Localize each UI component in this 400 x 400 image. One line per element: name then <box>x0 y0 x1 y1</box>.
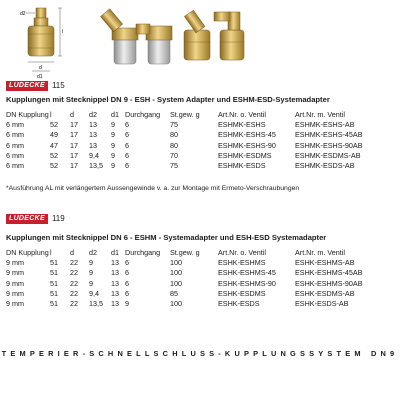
table-cell: 75 <box>170 120 178 130</box>
table-cell: 49 <box>50 130 58 140</box>
section2-table <box>6 248 390 309</box>
table-row <box>6 161 390 171</box>
table-cell: 13 <box>111 278 119 288</box>
table-cell: 6 <box>125 130 129 140</box>
table-cell: 13,5 <box>89 161 103 171</box>
table-cell: ESHMK-ESHS-45 <box>218 130 276 140</box>
table-row <box>6 130 390 140</box>
table-cell: ESHK-ESDS <box>218 299 260 309</box>
table-cell: 9 <box>111 140 115 150</box>
column-header: l <box>50 248 52 257</box>
section2-header <box>6 213 65 224</box>
table-cell: ESHMK-ESDS-AB <box>295 161 355 171</box>
angled-45-coupling <box>101 9 138 64</box>
table-cell: ESHK-ESHMS-45 <box>218 268 276 278</box>
table-cell: 9 <box>89 278 93 288</box>
table-cell: 17 <box>70 140 78 150</box>
dim-label-l: l <box>62 29 64 35</box>
table-cell: 9,4 <box>89 288 99 298</box>
table-cell: 13 <box>111 268 119 278</box>
column-header: Durchgang <box>125 110 161 119</box>
table-cell: ESHK-ESDMS <box>218 288 266 298</box>
table-cell: ESHMK-ESDMS <box>218 150 272 160</box>
table-cell: 9 mm <box>6 278 24 288</box>
table-row <box>6 151 390 161</box>
table-cell: 47 <box>50 140 58 150</box>
column-header: Art.Nr. m. Ventil <box>295 110 345 119</box>
table-cell: 6 mm <box>6 161 24 171</box>
table-cell: ESHMK-ESDMS-AB <box>295 150 361 160</box>
table-cell: ESHK-ESDS-AB <box>295 299 349 309</box>
section1-header <box>6 80 65 91</box>
table-row <box>6 258 390 268</box>
column-header: Durchgang <box>125 248 161 257</box>
angled-90-brass-coupling <box>214 12 244 60</box>
table-cell: 22 <box>70 288 78 298</box>
table-row <box>6 279 390 289</box>
table-cell: 6 <box>125 268 129 278</box>
table-cell: 6 <box>125 120 129 130</box>
table-cell: 9,4 <box>89 150 99 160</box>
table-cell: 9 <box>89 258 93 268</box>
table-cell: 85 <box>170 288 178 298</box>
table-cell: 80 <box>170 140 178 150</box>
table-cell: 9 <box>111 150 115 160</box>
table-cell: 13,5 <box>89 299 103 309</box>
table-cell: 6 <box>125 140 129 150</box>
section1-footnote: *Ausführung AL mit verlängertem Aussengewinde v. a. zur Montage mit Ermeto-Verschraubungen <box>6 185 300 192</box>
table-header-row <box>6 110 390 120</box>
page-number: 115 <box>51 81 65 90</box>
table-cell: 6 mm <box>6 140 24 150</box>
table-cell: 13 <box>111 288 119 298</box>
table-cell: 17 <box>70 150 78 160</box>
page-footer: TEMPERIER-SCHNELLSCHLUSS-KUPPLUNGSSYSTEM DN9 <box>1 349 399 358</box>
table-cell: 9 <box>111 161 115 171</box>
column-header: d <box>70 110 74 119</box>
column-header: d2 <box>89 248 97 257</box>
column-header: Art.Nr. m. Ventil <box>295 248 345 257</box>
table-cell: ESHK-ESHMS-90 <box>218 278 276 288</box>
column-header: DN Kupplung <box>6 248 49 257</box>
table-cell: 22 <box>70 258 78 268</box>
table-cell: 22 <box>70 278 78 288</box>
table-cell: 9 <box>89 268 93 278</box>
page-number: 119 <box>51 214 65 223</box>
table-cell: 9 mm <box>6 288 24 298</box>
brand-logo: LUDECKE <box>6 214 48 224</box>
table-cell: 17 <box>70 161 78 171</box>
table-cell: 13 <box>89 140 97 150</box>
table-cell: 75 <box>170 161 178 171</box>
column-header: l <box>50 110 52 119</box>
table-cell: 9 mm <box>6 258 24 268</box>
section1-table <box>6 110 390 171</box>
table-cell: 100 <box>170 278 182 288</box>
table-cell: 13 <box>111 299 119 309</box>
table-cell: 80 <box>170 130 178 140</box>
dim-label-d2: d2 <box>20 11 26 17</box>
section2-title: Kupplungen mit Stecknippel DN 6 - ESHM - Systemadapter und ESH-ESD Systemadapter <box>6 233 327 242</box>
table-cell: 9 <box>111 120 115 130</box>
column-header: d <box>70 248 74 257</box>
column-header: d1 <box>111 110 119 119</box>
table-cell: 17 <box>70 130 78 140</box>
column-header: DN Kupplung <box>6 110 49 119</box>
table-row <box>6 268 390 278</box>
straight-coupling-drawing <box>20 8 63 80</box>
table-cell: 6 mm <box>6 120 24 130</box>
table-header-row <box>6 248 390 258</box>
column-header: d2 <box>89 110 97 119</box>
brand-logo: LUDECKE <box>6 81 48 91</box>
table-cell: 6 <box>125 258 129 268</box>
table-cell: ESHK-ESHMS-90AB <box>295 278 363 288</box>
table-cell: 70 <box>170 150 178 160</box>
table-row <box>6 289 390 299</box>
column-header: d1 <box>111 248 119 257</box>
table-cell: 51 <box>50 268 58 278</box>
table-cell: 17 <box>70 120 78 130</box>
angled-90-coupling <box>136 24 172 64</box>
table-cell: 52 <box>50 150 58 160</box>
table-cell: 13 <box>111 258 119 268</box>
table-cell: 51 <box>50 299 58 309</box>
table-cell: 100 <box>170 299 182 309</box>
table-row <box>6 141 390 151</box>
table-cell: ESHK-ESHMS <box>218 258 266 268</box>
section1-title: Kupplungen mit Stecknippel DN 9 - ESH - System Adapter und ESHM-ESD-Systemadapter <box>6 95 330 104</box>
table-cell: ESHMK-ESDS <box>218 161 266 171</box>
table-cell: ESHK-ESHMS-AB <box>295 258 355 268</box>
table-cell: 52 <box>50 120 58 130</box>
table-cell: ESHK-ESDMS-AB <box>295 288 355 298</box>
table-cell: 51 <box>50 258 58 268</box>
table-cell: ESHK-ESHMS-45AB <box>295 268 363 278</box>
table-cell: ESHMK-ESHS <box>218 120 266 130</box>
column-header: Art.Nr. o. Ventil <box>218 110 266 119</box>
table-cell: 6 <box>125 161 129 171</box>
table-cell: ESHMK-ESHS-AB <box>295 120 355 130</box>
table-cell: 13 <box>89 120 97 130</box>
table-row <box>6 120 390 130</box>
table-cell: 100 <box>170 258 182 268</box>
dim-label-d1: d1 <box>37 74 43 80</box>
table-cell: 22 <box>70 268 78 278</box>
table-cell: 13 <box>89 130 97 140</box>
table-cell: 9 mm <box>6 268 24 278</box>
table-cell: 100 <box>170 268 182 278</box>
table-cell: 51 <box>50 278 58 288</box>
column-header: Art.Nr. o. Ventil <box>218 248 266 257</box>
table-cell: 51 <box>50 288 58 298</box>
table-cell: 6 <box>125 278 129 288</box>
table-cell: 22 <box>70 299 78 309</box>
table-cell: 52 <box>50 161 58 171</box>
table-cell: ESHMK-ESHS-90AB <box>295 140 363 150</box>
table-cell: 6 mm <box>6 150 24 160</box>
table-cell: ESHMK-ESHS-90 <box>218 140 276 150</box>
table-cell: 6 <box>125 150 129 160</box>
table-cell: 6 <box>125 288 129 298</box>
table-cell: 9 <box>111 130 115 140</box>
column-header: St.gew. g <box>170 110 200 119</box>
column-header: St.gew. g <box>170 248 200 257</box>
table-cell: 6 mm <box>6 130 24 140</box>
table-cell: ESHMK-ESHS-45AB <box>295 130 363 140</box>
table-cell: 9 mm <box>6 299 24 309</box>
table-row <box>6 299 390 309</box>
angled-45-brass-coupling <box>184 10 210 60</box>
table-cell: 9 <box>125 299 129 309</box>
product-images <box>0 0 400 80</box>
dim-label-d: d <box>39 65 42 71</box>
